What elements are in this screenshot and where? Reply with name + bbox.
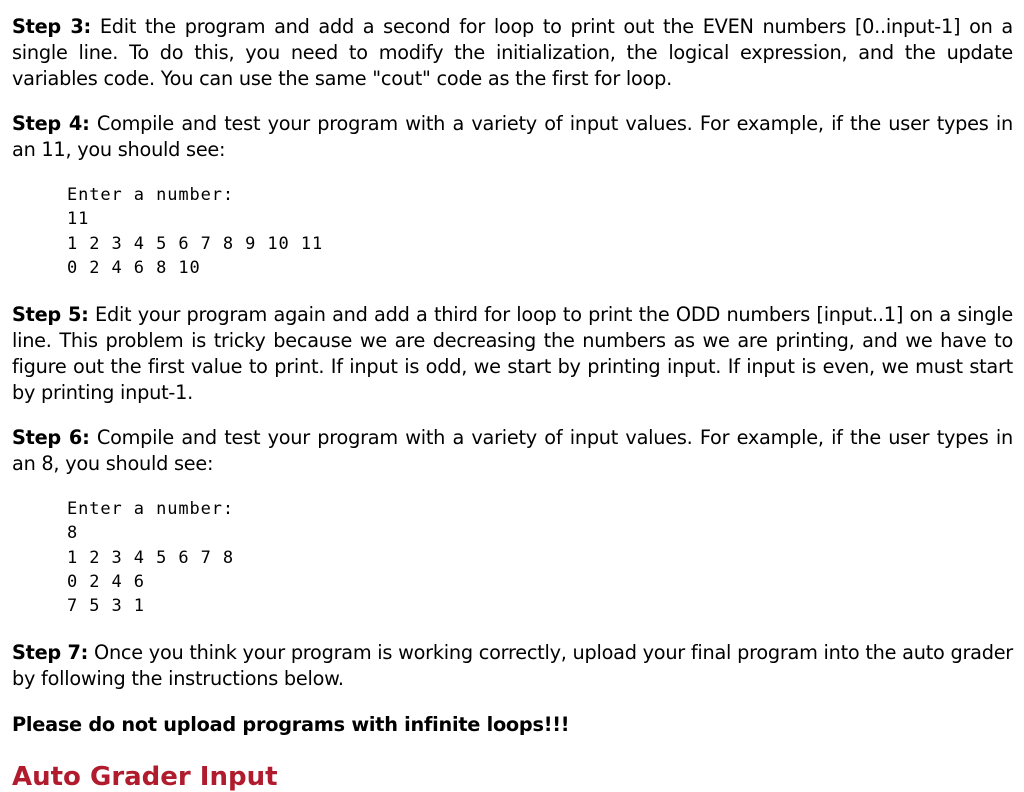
code-line: 0 2 4 6 xyxy=(67,571,145,592)
step-6-paragraph xyxy=(12,425,1013,477)
auto-grader-heading: Auto Grader Input xyxy=(12,762,278,792)
step-5-text: Edit your program again and add a third for loop to print the ODD numbers [input..1] on a single line. This problem is tricky because we are decreasing the numbers as we are printing, and we have to figure out the first value to print. If input is odd, we start by printing input. If input is even, we must start by printing input-1. xyxy=(12,303,1013,404)
warning-text: Please do not upload programs with infinite loops!!! xyxy=(12,713,570,737)
code-line: 0 2 4 6 8 10 xyxy=(67,257,201,278)
step-6-label: Step 6: xyxy=(12,426,90,450)
step-5-label: Step 5: xyxy=(12,303,89,327)
step-3-paragraph xyxy=(12,14,1013,91)
example-output-1 xyxy=(67,183,1013,280)
code-line: 1 2 3 4 5 6 7 8 xyxy=(67,547,235,568)
document-body xyxy=(12,14,1013,738)
step-7-text: Once you think your program is working correctly, upload your final program into the auto grader by following the instructions below. xyxy=(12,641,1013,691)
code-line: 11 xyxy=(67,209,90,230)
step-6-text: Compile and test your program with a variety of input values. For example, if the user types in an 8, you should see: xyxy=(12,426,1013,476)
code-line: Enter a number: xyxy=(67,184,235,205)
step-7-paragraph xyxy=(12,640,1013,692)
step-4-text: Compile and test your program with a variety of input values. For example, if the user types in an 11, you should see: xyxy=(12,112,1013,162)
step-4-label: Step 4: xyxy=(12,112,90,136)
step-3-text: Edit the program and add a second for loop to print out the EVEN numbers [0..input-1] on a single line. To do this, you need to modify the initialization, the logical expression, and the update variables code. You can use the same "cout" code as the first for loop. xyxy=(12,15,1013,90)
code-line: 8 xyxy=(67,523,79,544)
step-4-paragraph xyxy=(12,111,1013,163)
step-3-label: Step 3: xyxy=(12,15,92,38)
code-line: 1 2 3 4 5 6 7 8 9 10 11 xyxy=(67,233,324,254)
step-5-paragraph xyxy=(12,302,1013,405)
code-line: 7 5 3 1 xyxy=(67,596,145,617)
step-7-label: Step 7: xyxy=(12,641,89,665)
code-line: Enter a number: xyxy=(67,498,235,519)
example-output-2 xyxy=(67,497,1013,618)
